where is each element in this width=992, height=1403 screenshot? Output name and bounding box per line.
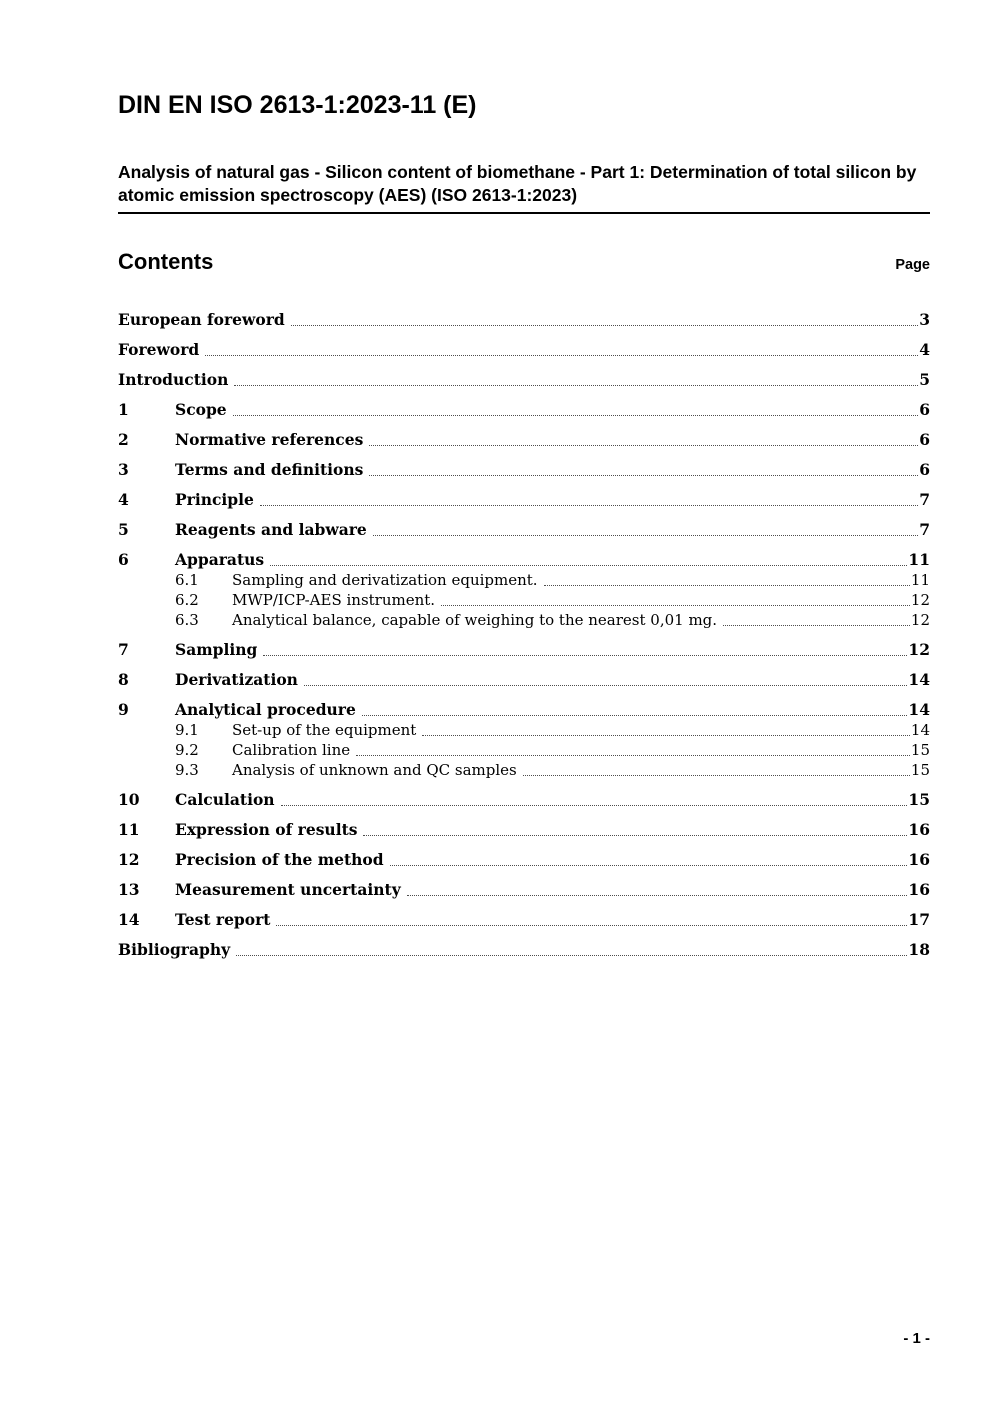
- toc-entry-number: 9.1: [175, 721, 199, 739]
- toc-entry: [118, 700, 930, 720]
- toc-leader-dots: [363, 835, 907, 836]
- toc-entry-number: 6: [118, 550, 129, 569]
- page-number-footer: - 1 -: [903, 1330, 930, 1347]
- toc-entry-number: 3: [118, 460, 129, 479]
- toc-entry-number: 6.2: [175, 591, 199, 609]
- contents-header: [118, 248, 930, 276]
- toc-entry: [118, 590, 930, 610]
- toc-entry-label: Reagents and labware: [175, 520, 367, 539]
- toc-entry-number: 10: [118, 790, 140, 809]
- toc-entry-label: Expression of results: [175, 820, 358, 839]
- toc-entry-label: Sampling and derivatization equipment.: [232, 571, 538, 589]
- toc-entry-number: 14: [118, 910, 140, 929]
- toc-leader-dots: [390, 865, 908, 866]
- document-code-title: DIN EN ISO 2613-1:2023-11 (E): [118, 91, 477, 119]
- header-divider-rule: [118, 212, 930, 214]
- toc-entry-label: Terms and definitions: [175, 460, 364, 479]
- toc-entry-page: 6: [919, 400, 930, 419]
- toc-entry-number: 13: [118, 880, 140, 899]
- toc-leader-dots: [304, 685, 907, 686]
- toc-entry-label: Normative references: [175, 430, 364, 449]
- toc-entry-page: 6: [919, 430, 930, 449]
- toc-entry-page: 15: [908, 790, 930, 809]
- toc-leader-dots: [233, 415, 919, 416]
- toc-entry-page: 15: [910, 761, 930, 779]
- toc-entry-number: 2: [118, 430, 129, 449]
- toc-leader-dots: [236, 955, 907, 956]
- toc-entry-label: Set-up of the equipment: [232, 721, 417, 739]
- toc-entry-page: 16: [908, 820, 930, 839]
- toc-leader-dots: [369, 445, 918, 446]
- toc-entry: [118, 490, 930, 510]
- toc-entry: [118, 460, 930, 480]
- toc-entry: [118, 820, 930, 840]
- contents-heading: Contents: [118, 249, 214, 274]
- toc-entry-number: 9.3: [175, 761, 199, 779]
- toc-entry-page: 11: [908, 550, 930, 569]
- toc-entry: [118, 640, 930, 660]
- toc-entry-label: MWP/ICP-AES instrument.: [232, 591, 436, 609]
- toc-entry-page: 5: [919, 370, 930, 389]
- toc-entry: [118, 720, 930, 740]
- toc-entry-label: Calculation: [175, 790, 275, 809]
- toc-leader-dots: [544, 585, 910, 586]
- table-of-contents: [118, 310, 930, 960]
- toc-entry: [118, 570, 930, 590]
- toc-leader-dots: [422, 735, 910, 736]
- toc-entry: [118, 430, 930, 450]
- toc-entry-page: 14: [908, 670, 930, 689]
- toc-entry-label: Analysis of unknown and QC samples: [232, 761, 517, 779]
- toc-entry-label: Principle: [175, 490, 254, 509]
- toc-entry-page: 12: [910, 611, 930, 629]
- toc-entry-label: Scope: [175, 400, 227, 419]
- toc-leader-dots: [369, 475, 918, 476]
- toc-entry-page: 16: [908, 880, 930, 899]
- toc-entry-label: Foreword: [118, 340, 200, 359]
- toc-entry: [118, 400, 930, 420]
- toc-entry: [118, 790, 930, 810]
- toc-entry-number: 12: [118, 850, 140, 869]
- toc-leader-dots: [234, 385, 918, 386]
- toc-entry-page: 16: [908, 850, 930, 869]
- toc-leader-dots: [723, 625, 910, 626]
- toc-entry: [118, 850, 930, 870]
- toc-entry-number: 6.3: [175, 611, 199, 629]
- toc-entry-label: Apparatus: [175, 550, 265, 569]
- toc-entry-number: 7: [118, 640, 129, 659]
- toc-entry-number: 11: [118, 820, 140, 839]
- toc-entry-label: Introduction: [118, 370, 229, 389]
- toc-entry-page: 17: [908, 910, 930, 929]
- toc-entry: [118, 880, 930, 900]
- toc-entry: [118, 670, 930, 690]
- toc-entry-page: 4: [919, 340, 930, 359]
- toc-entry-label: Derivatization: [175, 670, 298, 689]
- toc-entry: [118, 370, 930, 390]
- toc-leader-dots: [263, 655, 907, 656]
- toc-entry-page: 12: [910, 591, 930, 609]
- page-column-label: Page: [895, 257, 930, 273]
- toc-entry-page: 3: [919, 310, 930, 329]
- toc-entry-page: 7: [919, 520, 930, 539]
- toc-entry-label: Analytical procedure: [175, 700, 356, 719]
- toc-entry-label: European foreword: [118, 310, 285, 329]
- toc-entry-page: 14: [910, 721, 930, 739]
- toc-leader-dots: [276, 925, 907, 926]
- toc-entry: [118, 550, 930, 570]
- toc-entry-label: Sampling: [175, 640, 258, 659]
- toc-leader-dots: [441, 605, 910, 606]
- toc-entry-label: Precision of the method: [175, 850, 384, 869]
- toc-entry: [118, 310, 930, 330]
- toc-leader-dots: [362, 715, 908, 716]
- toc-leader-dots: [205, 355, 918, 356]
- toc-leader-dots: [356, 755, 910, 756]
- toc-entry: [118, 610, 930, 630]
- toc-entry-page: 7: [919, 490, 930, 509]
- toc-entry: [118, 760, 930, 780]
- toc-entry: [118, 520, 930, 540]
- toc-entry-number: 1: [118, 400, 129, 419]
- toc-leader-dots: [270, 565, 907, 566]
- toc-entry-label: Measurement uncertainty: [175, 880, 401, 899]
- toc-entry-page: 14: [908, 700, 930, 719]
- toc-leader-dots: [373, 535, 918, 536]
- toc-entry-number: 6.1: [175, 571, 199, 589]
- toc-entry: [118, 940, 930, 960]
- toc-entry-number: 8: [118, 670, 129, 689]
- toc-entry-number: 5: [118, 520, 129, 539]
- toc-leader-dots: [291, 325, 918, 326]
- toc-leader-dots: [281, 805, 908, 806]
- document-subtitle: Analysis of natural gas - Silicon content of biomethane - Part 1: Determination of total silicon by atomic emission spectroscopy (AES) (ISO 2613-1:2023): [118, 162, 917, 205]
- toc-entry-label: Calibration line: [232, 741, 351, 759]
- toc-entry: [118, 740, 930, 760]
- toc-leader-dots: [523, 775, 910, 776]
- toc-entry-number: 4: [118, 490, 129, 509]
- toc-entry-label: Analytical balance, capable of weighing to the nearest 0,01 mg.: [232, 611, 718, 629]
- toc-entry-page: 6: [919, 460, 930, 479]
- toc-entry: [118, 910, 930, 930]
- toc-entry-page: 15: [910, 741, 930, 759]
- toc-entry-number: 9.2: [175, 741, 199, 759]
- toc-entry-page: 11: [910, 571, 930, 589]
- toc-entry-label: Test report: [175, 910, 271, 929]
- toc-leader-dots: [407, 895, 908, 896]
- toc-entry: [118, 340, 930, 360]
- toc-entry-page: 12: [908, 640, 930, 659]
- toc-entry-page: 18: [908, 940, 930, 959]
- toc-leader-dots: [260, 505, 918, 506]
- toc-entry-label: Bibliography: [118, 940, 231, 959]
- toc-entry-number: 9: [118, 700, 129, 719]
